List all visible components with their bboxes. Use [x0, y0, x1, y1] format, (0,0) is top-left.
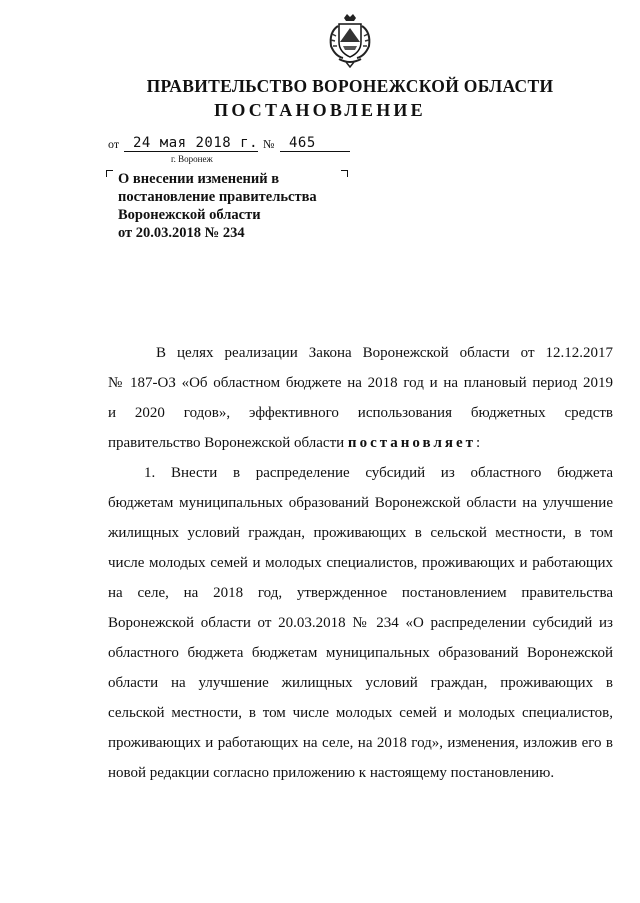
resolution-colon: :	[476, 435, 481, 451]
body-line: новой редакции согласно приложению к настоящему постановлению.	[108, 765, 555, 781]
subject-line: постановление правительства	[118, 189, 317, 205]
body-line: на селе, на 2018 год, утвержденное постановлением правительства	[108, 585, 613, 601]
resolves-word: постановляет	[347, 435, 477, 451]
body-line: проживающих и работающих на селе, на 2018 год», изменения, изложив его в	[108, 735, 613, 751]
body-line: и 2020 годов», эффективного использования бюджетных средств	[108, 405, 613, 421]
body-line: областного бюджета бюджетам муниципальных образований Воронежской	[108, 645, 613, 661]
number-underline	[280, 151, 350, 152]
subject-line: Воронежской области	[118, 207, 261, 223]
body-line: № 187-ОЗ «Об областном бюджете на 2018 год и на плановый период 2019	[108, 375, 613, 391]
subject-corner-right	[341, 170, 348, 177]
date-underline	[124, 151, 258, 152]
body-line: сельской местности, в том числе молодых семей и молодых специалистов,	[108, 705, 613, 721]
body-line: бюджетам муниципальных образований Воронежской области на улучшение	[108, 495, 613, 511]
document-body	[108, 338, 613, 788]
body-line: жилищных условий граждан, проживающих в сельской местности, в том	[108, 525, 613, 541]
city-label: г. Воронеж	[171, 154, 213, 164]
document-type-title: ПОСТАНОВЛЕНИЕ	[214, 100, 426, 120]
government-title: ПРАВИТЕЛЬСТВО ВОРОНЕЖСКОЙ ОБЛАСТИ	[146, 76, 554, 96]
body-line: В целях реализации Закона Воронежской области от 12.12.2017	[156, 345, 613, 361]
document-subject	[118, 170, 317, 242]
subject-corner-left	[106, 170, 113, 177]
body-line: числе молодых семей и молодых специалистов, проживающих и работающих	[108, 555, 613, 571]
document-number: 465	[289, 135, 316, 151]
date-label: от	[108, 137, 120, 151]
number-label: №	[263, 137, 275, 151]
document-date: 24 мая 2018 г.	[133, 135, 259, 151]
subject-line: О внесении изменений в	[118, 171, 280, 187]
body-line: Воронежской области от 20.03.2018 № 234 «О распределении субсидий из	[108, 615, 613, 631]
subject-line: от 20.03.2018 № 234	[118, 225, 245, 241]
body-line: 1. Внести в распределение субсидий из областного бюджета	[144, 465, 613, 481]
body-line: области на улучшение жилищных условий граждан, проживающих в	[108, 675, 613, 691]
resolution-prefix: правительство Воронежской области	[108, 435, 348, 451]
coat-of-arms-icon	[325, 12, 375, 68]
body-line-resolution	[108, 428, 613, 458]
